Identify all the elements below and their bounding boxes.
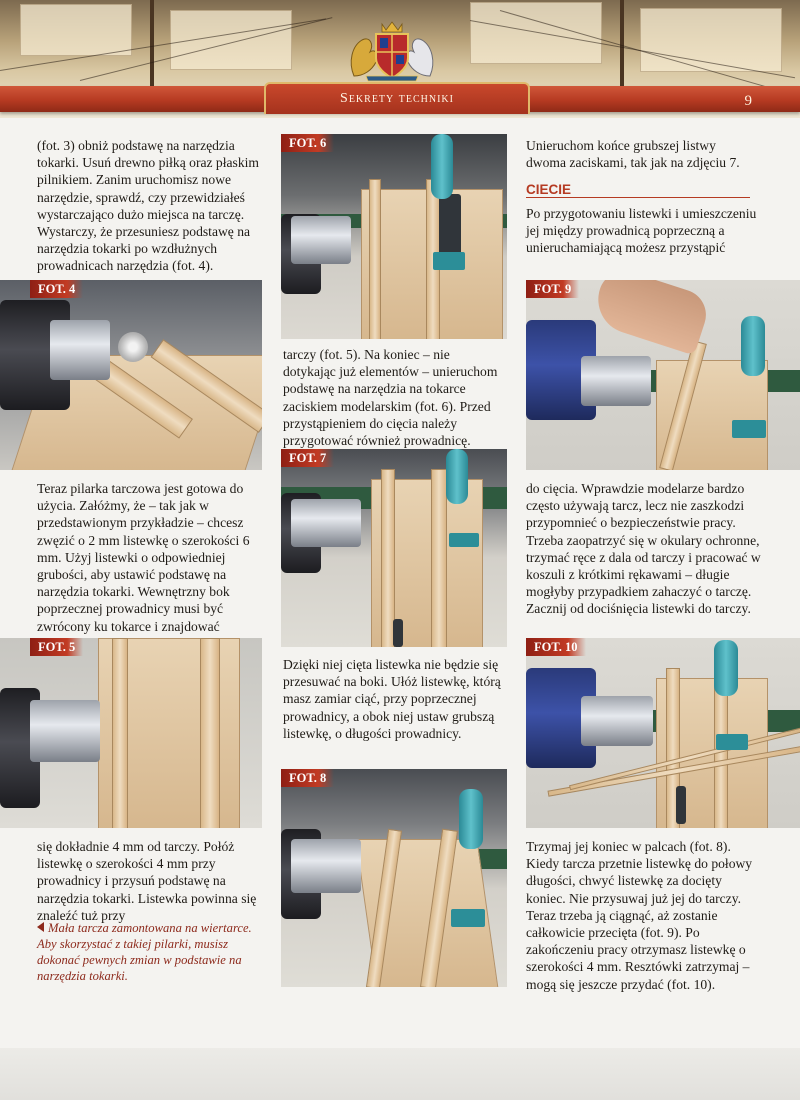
- photo-label: FOT. 9: [526, 280, 579, 298]
- photo-label: FOT. 6: [281, 134, 334, 152]
- drill-chuck: [50, 320, 110, 380]
- photo-fot-9: [526, 280, 800, 470]
- ship-sail: [20, 4, 132, 56]
- modeling-clamp: [393, 619, 403, 647]
- photo-fot-5: [0, 638, 262, 828]
- col3-paragraph-3: do cięcia. Wprawdzie modelarze bardzo często używają tarcz, lecz nie zaszkodzi przypomnieć o bezpieczeństwie pracy. Trzeba zaopatrzyć się w okulary ochronne, trzymać ręce z dala od tarczy i pracować w koszuli z krótkimi rękawami – długie mogłyby przypadkiem zahaczyć o tarczę. Zacznij od dociśnięcia listewki do tarczy.: [526, 481, 761, 617]
- header-banner: [0, 0, 800, 118]
- photo-label: FOT. 10: [526, 638, 586, 656]
- photo-fot-8: [281, 769, 507, 987]
- clamp-foot: [433, 252, 465, 270]
- photo-fot-7: [281, 449, 507, 647]
- drill-chuck: [30, 700, 100, 762]
- guide-rail: [431, 469, 447, 647]
- clamp-foot: [449, 533, 479, 547]
- photo-label: FOT. 4: [30, 280, 83, 298]
- photo-label: FOT. 8: [281, 769, 334, 787]
- drill-chuck: [291, 839, 361, 893]
- clamp-handle: [446, 449, 468, 504]
- photo-fot-6: [281, 134, 507, 339]
- photo-caption: [37, 920, 263, 984]
- section-heading-cutting: CIECIE: [526, 182, 750, 198]
- col3-paragraph-4: Trzymaj jej koniec w palcach (fot. 8). Kiedy tarcza przetnie listewkę do połowy długości, chwyć listewkę za docięty koniec. Nie przysuwaj już jej do tarczy. Teraz trzeba ją ciągnąć, aż zostanie całkowicie przecięta (fot. 9). Po zakończeniu pracy otrzymasz listewkę o szerokości 4 mm. Resztówki zatrzymaj – mogą się jeszcze przydać (fot. 10).: [526, 839, 753, 992]
- clamp-foot: [732, 420, 766, 438]
- drill-chuck: [581, 356, 651, 406]
- ship-mast: [150, 0, 154, 100]
- saw-blade: [118, 332, 148, 362]
- col1-paragraph-2: Teraz pilarka tarczowa jest gotowa do użycia. Załóżmy, że – tak jak w przedstawionym przykładzie – chcesz zwęzić o 2 mm listewkę o szerokości 6 mm. Użyj listewki o odpowiedniej grubości, aby ustawić podstawę na narzędzia tokarki. Wewnętrzny bok poprzecznej prowadnicy musi być zwrócony ku tokarce i znajdować: [37, 481, 250, 634]
- drill-chuck: [581, 696, 653, 746]
- caption-text: Mała tarcza zamontowana na wiertarce. Aby skorzystać z takiej pilarki, musisz dokonać pewnych zmian w podstawie na narzędzia tokarki.: [37, 921, 252, 983]
- clamp-foot: [451, 909, 485, 927]
- royal-crest-icon: [336, 18, 448, 82]
- col2-paragraph-1: tarczy (fot. 5). Na koniec – nie dotykając już elementów – unieruchom podstawę na narzędzia na tokarce zaciskiem modelarskim (fot. 6). Przed przystąpieniem do cięcia należy przygotować również prowadnicę.: [283, 347, 498, 449]
- col3-paragraph-1: Unieruchom końce grubszej listwy dwoma zaciskami, tak jak na zdjęciu 7.: [526, 138, 740, 171]
- photo-fot-10: [526, 638, 800, 828]
- photo-label: FOT. 5: [30, 638, 83, 656]
- photo-label: FOT. 7: [281, 449, 334, 467]
- section-title: Sekrety techniki: [264, 82, 530, 114]
- page-footer: [0, 1048, 800, 1100]
- clamp-foot: [716, 734, 748, 750]
- col2-paragraph-2: Dzięki niej cięta listewka nie będzie się przesuwać na boki. Ułóż listewkę, którą masz zamiar ciąć, przy poprzecznej prowadnicy, a obok niej ustaw grubszą listewkę, o długości prowadnicy.: [283, 657, 501, 741]
- col1-paragraph-3: się dokładnie 4 mm od tarczy. Połóż listewkę o szerokości 4 mm przy prowadnicy i przysuń podstawę na narzędzia tokarki. Listewka powinna się znaleźć tuż przy: [37, 839, 257, 923]
- col1-paragraph-1: (fot. 3) obniż podstawę na narzędzia tokarki. Usuń drewno piłką oraz płaskim pilnikiem. Zanim uruchomisz nowe narzędzie, sprawdź, czy przewidziałeś wystarczająco dużo miejsca na tarczę. Wystarczy, że przesuniesz podstawę na narzędzia tokarki po wzdłużnych prowadnicach narzędzia (fot. 4).: [37, 138, 259, 274]
- guide-rail: [112, 638, 128, 828]
- photo-fot-4: [0, 280, 262, 470]
- drill-chuck: [291, 499, 361, 547]
- clamp-handle: [741, 316, 765, 376]
- page-number: 9: [744, 93, 752, 109]
- guide-rail: [200, 638, 220, 828]
- clamp-handle: [714, 640, 738, 696]
- col3-paragraph-2: Po przygotowaniu listewki i umieszczeniu jej między prowadnicą poprzeczną a unieruchamiającą możesz przystąpić: [526, 206, 757, 256]
- clamp-handle: [459, 789, 483, 849]
- ship-mast: [620, 0, 624, 100]
- modeling-clamp: [676, 786, 686, 824]
- guide-rail: [369, 179, 381, 339]
- drill-chuck: [291, 216, 351, 264]
- clamp-handle: [431, 134, 453, 199]
- caption-arrow-icon: [37, 922, 44, 932]
